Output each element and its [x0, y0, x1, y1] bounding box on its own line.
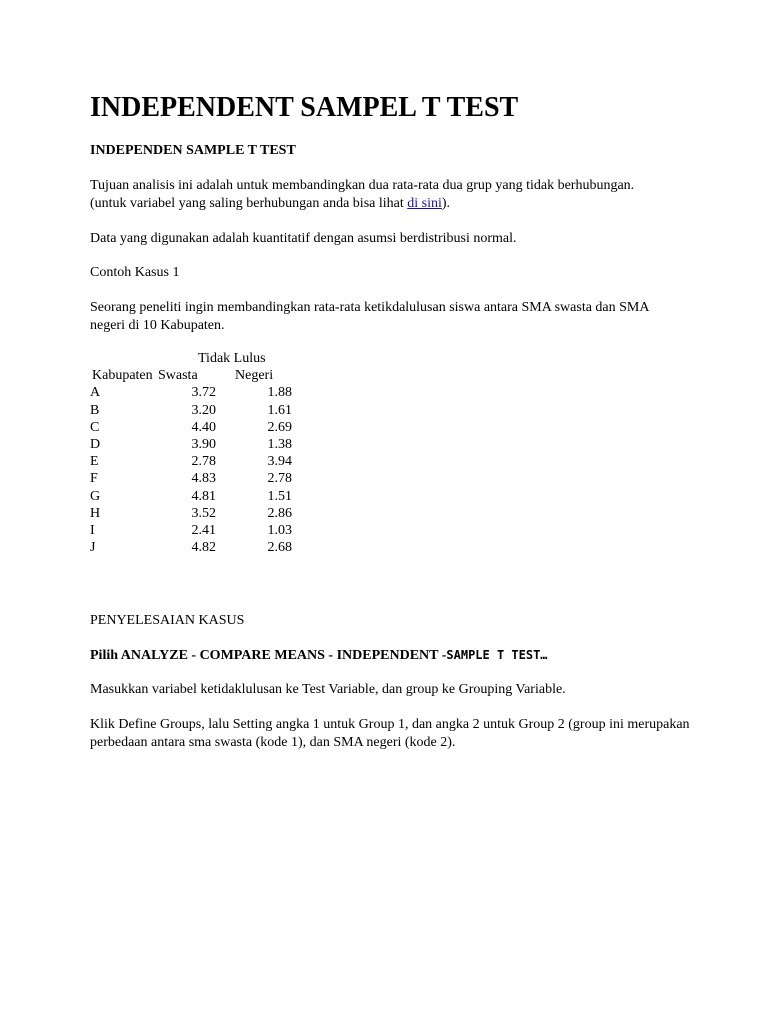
cell-negeri: 2.86 — [267, 505, 292, 521]
cell-negeri: 2.68 — [267, 540, 292, 556]
intro-line-2-before: (untuk variabel yang saling berhubungan anda bisa lihat — [90, 195, 408, 211]
cell-swasta: 3.90 — [191, 436, 216, 452]
cell-negeri: 1.38 — [267, 436, 292, 452]
cell-kabupaten: F — [90, 471, 98, 487]
intro-line-2-after: ). — [441, 195, 451, 211]
cell-kabupaten: I — [90, 522, 95, 538]
step-select-prefix: Pilih ANALYZE - COMPARE MEANS - INDEPENDENT - — [90, 648, 447, 663]
step-groups: Klik Define Groups, lalu Setting angka 1 untuk Group 1, dan angka 2 untuk Group 2 (group ini merupakan perbedaan antara sma swasta (kode 1), dan SMA negeri (kode 2). — [90, 717, 690, 750]
cell-swasta: 4.82 — [191, 540, 216, 556]
di-sini-link[interactable]: di sini — [407, 195, 442, 211]
case-title: Contoh Kasus 1 — [90, 265, 180, 280]
case-description: Seorang peneliti ingin membandingkan rata-rata ketikdalulusan siswa antara SMA swasta dan SMA negeri di 10 Kabupaten. — [90, 300, 649, 333]
cell-swasta: 4.83 — [191, 471, 216, 487]
page-title: INDEPENDENT SAMPEL T TEST — [90, 92, 519, 123]
cell-swasta: 3.52 — [191, 505, 216, 521]
step-select-mono: SAMPLE T TEST… — [446, 648, 548, 662]
col-header-negeri: Negeri — [235, 368, 274, 384]
data-note: Data yang digunakan adalah kuantitatif dengan asumsi berdistribusi normal. — [90, 231, 517, 246]
cell-kabupaten: A — [90, 385, 101, 401]
cell-swasta: 3.20 — [191, 402, 216, 418]
cell-negeri: 2.78 — [267, 471, 292, 487]
cell-negeri: 1.61 — [267, 402, 292, 418]
intro-line-1: Tujuan analisis ini adalah untuk membandingkan dua rata-rata dua grup yang tidak berhubungan. — [90, 178, 635, 193]
cell-negeri: 1.03 — [267, 522, 292, 538]
cell-kabupaten: G — [90, 488, 101, 504]
solution-title: PENYELESAIAN KASUS — [90, 613, 245, 628]
col-header-swasta: Swasta — [158, 368, 198, 384]
cell-kabupaten: E — [90, 454, 99, 470]
cell-swasta: 4.81 — [191, 488, 216, 504]
cell-swasta: 3.72 — [191, 385, 216, 401]
step-select-menu — [90, 647, 700, 665]
cell-negeri: 1.51 — [267, 488, 292, 504]
cell-negeri: 1.88 — [267, 385, 292, 401]
cell-kabupaten: C — [90, 419, 100, 435]
cell-negeri: 3.94 — [267, 454, 292, 470]
col-header-kabupaten: Kabupaten — [92, 368, 153, 384]
cell-swasta: 2.78 — [191, 454, 216, 470]
group-header: Tidak Lulus — [198, 351, 266, 366]
cell-swasta: 4.40 — [191, 419, 216, 435]
cell-kabupaten: H — [90, 505, 101, 521]
cell-kabupaten: J — [90, 540, 96, 556]
cell-kabupaten: B — [90, 402, 100, 418]
cell-negeri: 2.69 — [267, 419, 292, 435]
cell-swasta: 2.41 — [191, 522, 216, 538]
intro-paragraph — [90, 177, 700, 212]
section-subtitle: INDEPENDEN SAMPLE T TEST — [90, 143, 296, 158]
cell-kabupaten: D — [90, 436, 101, 452]
step-variables: Masukkan variabel ketidaklulusan ke Test Variable, dan group ke Grouping Variable. — [90, 682, 566, 697]
